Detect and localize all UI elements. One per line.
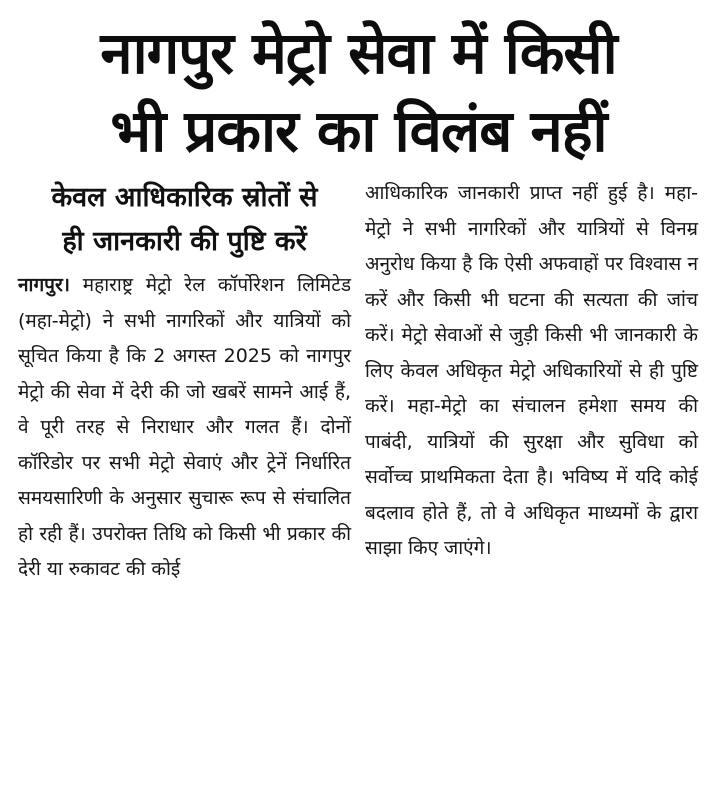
subheadline-line-2: ही जानकारी की पुष्टि करें	[62, 226, 307, 257]
column-2-text: आधिकारिक जानकारी प्राप्त नहीं हुई है। महा-मेट्रो ने सभी नागरिकों और यात्रियों से विनम्र अनुरोध किया है कि ऐसी अफवाहों पर विश्वास न करें और किसी भी घटना की सत्यता की जांच करें। मेट्रो सेवाओं से जुड़ी किसी भी जानकारी के लिए केवल अधिकृत मेट्रो अधिकारियों से ही पुष्टि करें। महा-मेट्रो का संचालन हमेशा समय की पाबंदी, यात्रियों की सुरक्षा और सुविधा को सर्वोच्च प्राथमिकता देता है। भविष्य में यदि कोई बदलाव होते हैं, तो वे अधिकृत माध्यमों के द्वारा साझा किए जाएंगे।	[365, 182, 698, 559]
article-body-column-1	[18, 268, 351, 588]
column-1-text: महाराष्ट्र मेट्रो रेल कॉर्पोरेशन लिमिटेड (महा-मेट्रो) ने सभी नागरिकों और यात्रियों को सूचित किया है कि 2 अगस्त 2025 को नागपुर मेट्रो की सेवा में देरी की जो खबरें सामने आई हैं, वे पूरी तरह से निराधार और गलत हैं। दोनों कॉरिडोर पर सभी मेट्रो सेवाएं और ट्रेनें निर्धारित समयसारिणी के अनुसार सुचारू रूप से संचालित हो रही हैं। उपरोक्त तिथि को किसी भी प्रकार की देरी या रुकावट की कोई	[18, 274, 351, 580]
subheadline	[18, 176, 351, 264]
article-column-right	[365, 176, 698, 588]
subheadline-line-1: केवल आधिकारिक स्रोतों से	[51, 182, 318, 213]
headline-line-1: नागपुर मेट्रो सेवा में किसी	[100, 19, 617, 87]
headline	[18, 14, 699, 170]
article-column-left	[18, 176, 351, 588]
headline-line-2: भी प्रकार का विलंब नहीं	[110, 97, 607, 165]
dateline: नागपुर।	[18, 274, 70, 296]
article-columns	[18, 176, 699, 588]
article-body-column-2	[365, 176, 698, 567]
